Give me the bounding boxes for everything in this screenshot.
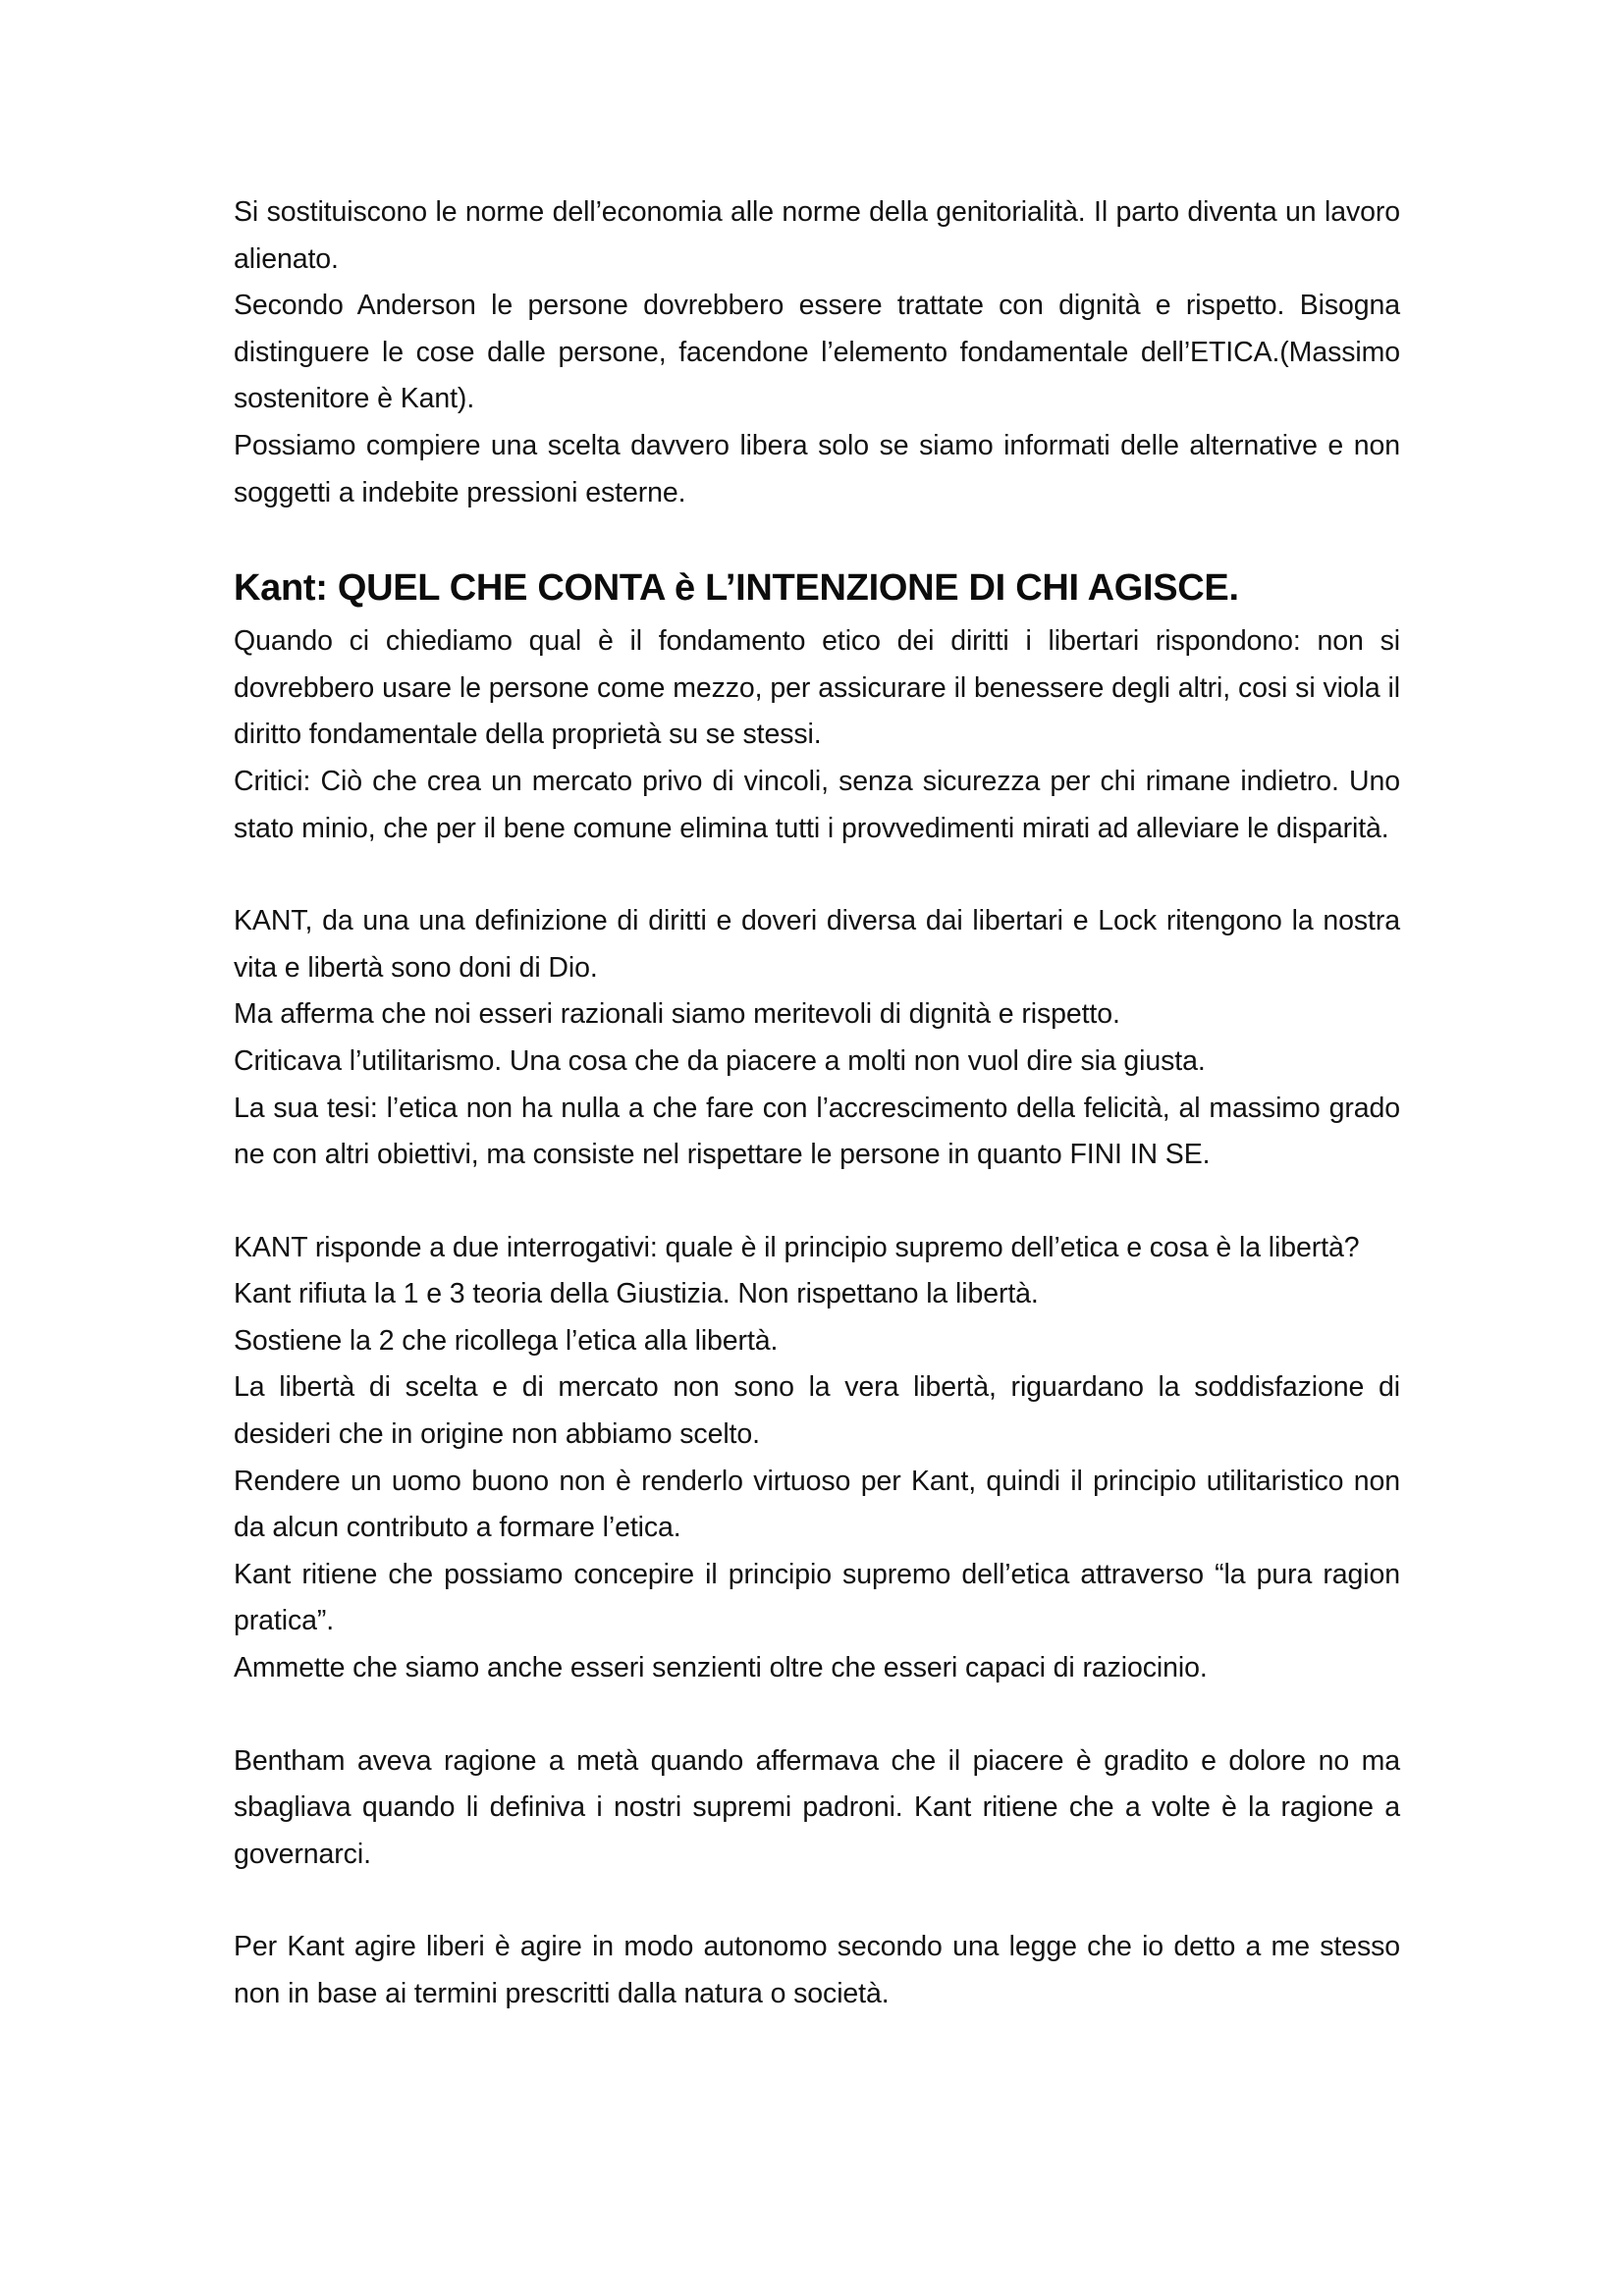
paragraph-utilitarismo: Criticava l’utilitarismo. Una cosa che da piacere a molti non vuol dire sia giusta.: [234, 1044, 1206, 1077]
paragraph-uomo-buono: Rendere un uomo buono non è renderlo virtuoso per Kant, quindi il principio utilitaristico non da alcun contributo a formare l’etica.: [234, 1465, 1400, 1544]
paragraph-kant-definizione: KANT, da una una definizione di diritti e doveri diversa dai libertari e Lock ritengono la nostra vita e libertà sono doni di Dio.: [234, 905, 1400, 984]
paragraph-spacer: [234, 1878, 1400, 1924]
paragraph-sostiene: Sostiene la 2 che ricollega l’etica alla libertà.: [234, 1324, 779, 1357]
paragraph-critici: Critici: Ciò che crea un mercato privo di vincoli, senza sicurezza per chi rimane indietro. Uno stato minio, che per il bene comune elimina tutti i provvedimenti mirati ad alleviare le disparità.: [234, 765, 1400, 844]
paragraph-anderson: Secondo Anderson le persone dovrebbero essere trattate con dignità e rispetto. Bisogna distinguere le cose dalle persone, facendone l’elemento fondamentale dell’ETICA.(Massimo sostenitore è Kant).: [234, 290, 1400, 415]
paragraph-rifiuta-teorie: Kant rifiuta la 1 e 3 teoria della Giustizia. Non rispettano la libertà.: [234, 1278, 1039, 1310]
paragraph-esseri-razionali: Ma afferma che noi esseri razionali siamo meritevoli di dignità e rispetto.: [234, 998, 1120, 1031]
document-body: [234, 189, 1400, 2018]
paragraph-bentham: Bentham aveva ragione a metà quando affermava che il piacere è gradito e dolore no ma sbagliava quando li definiva i nostri supremi padroni. Kant ritiene che a volte è la ragione a governarci.: [234, 1744, 1400, 1870]
paragraph-parto: Si sostituiscono le norme dell’economia alle norme della genitorialità. Il parto diventa un lavoro alienato.: [234, 196, 1400, 275]
paragraph-tesi: La sua tesi: l’etica non ha nulla a che fare con l’accrescimento della felicità, al massimo grado ne con altri obiettivi, ma consiste nel rispettare le persone in quanto FINI IN SE.: [234, 1092, 1400, 1171]
paragraph-ragion-pratica: Kant ritiene che possiamo concepire il principio supremo dell’etica attraverso “la pura ragion pratica”.: [234, 1558, 1400, 1637]
paragraph-esseri-senzienti: Ammette che siamo anche esseri senzienti oltre che esseri capaci di raziocinio.: [234, 1652, 1208, 1684]
paragraph-agire-liberi: Per Kant agire liberi è agire in modo autonomo secondo una legge che io detto a me stesso non in base ai termini prescritti dalla natura o società.: [234, 1931, 1400, 2009]
paragraph-libertari: Quando ci chiediamo qual è il fondamento etico dei diritti i libertari rispondono: non si dovrebbero usare le persone come mezzo, per assicurare il benessere degli altri, cosi si viola il diritto fondamentale della proprietà su se stessi.: [234, 625, 1400, 751]
paragraph-interrogativi: KANT risponde a due interrogativi: quale è il principio supremo dell’etica e cosa è la libertà?: [234, 1231, 1360, 1263]
paragraph-liberta-scelta: La libertà di scelta e di mercato non sono la vera libertà, riguardano la soddisfazione di desideri che in origine non abbiamo scelto.: [234, 1371, 1400, 1451]
paragraph-spacer: [234, 1179, 1400, 1225]
paragraph-scelta-libera: Possiamo compiere una scelta davvero libera solo se siamo informati delle alternative e non soggetti a indebite pressioni esterne.: [234, 429, 1400, 508]
paragraph-spacer: [234, 1692, 1400, 1738]
section-title-kant: Kant: QUEL CHE CONTA è L’INTENZIONE DI CHI AGISCE.: [234, 567, 1239, 610]
paragraph-spacer: [234, 852, 1400, 898]
